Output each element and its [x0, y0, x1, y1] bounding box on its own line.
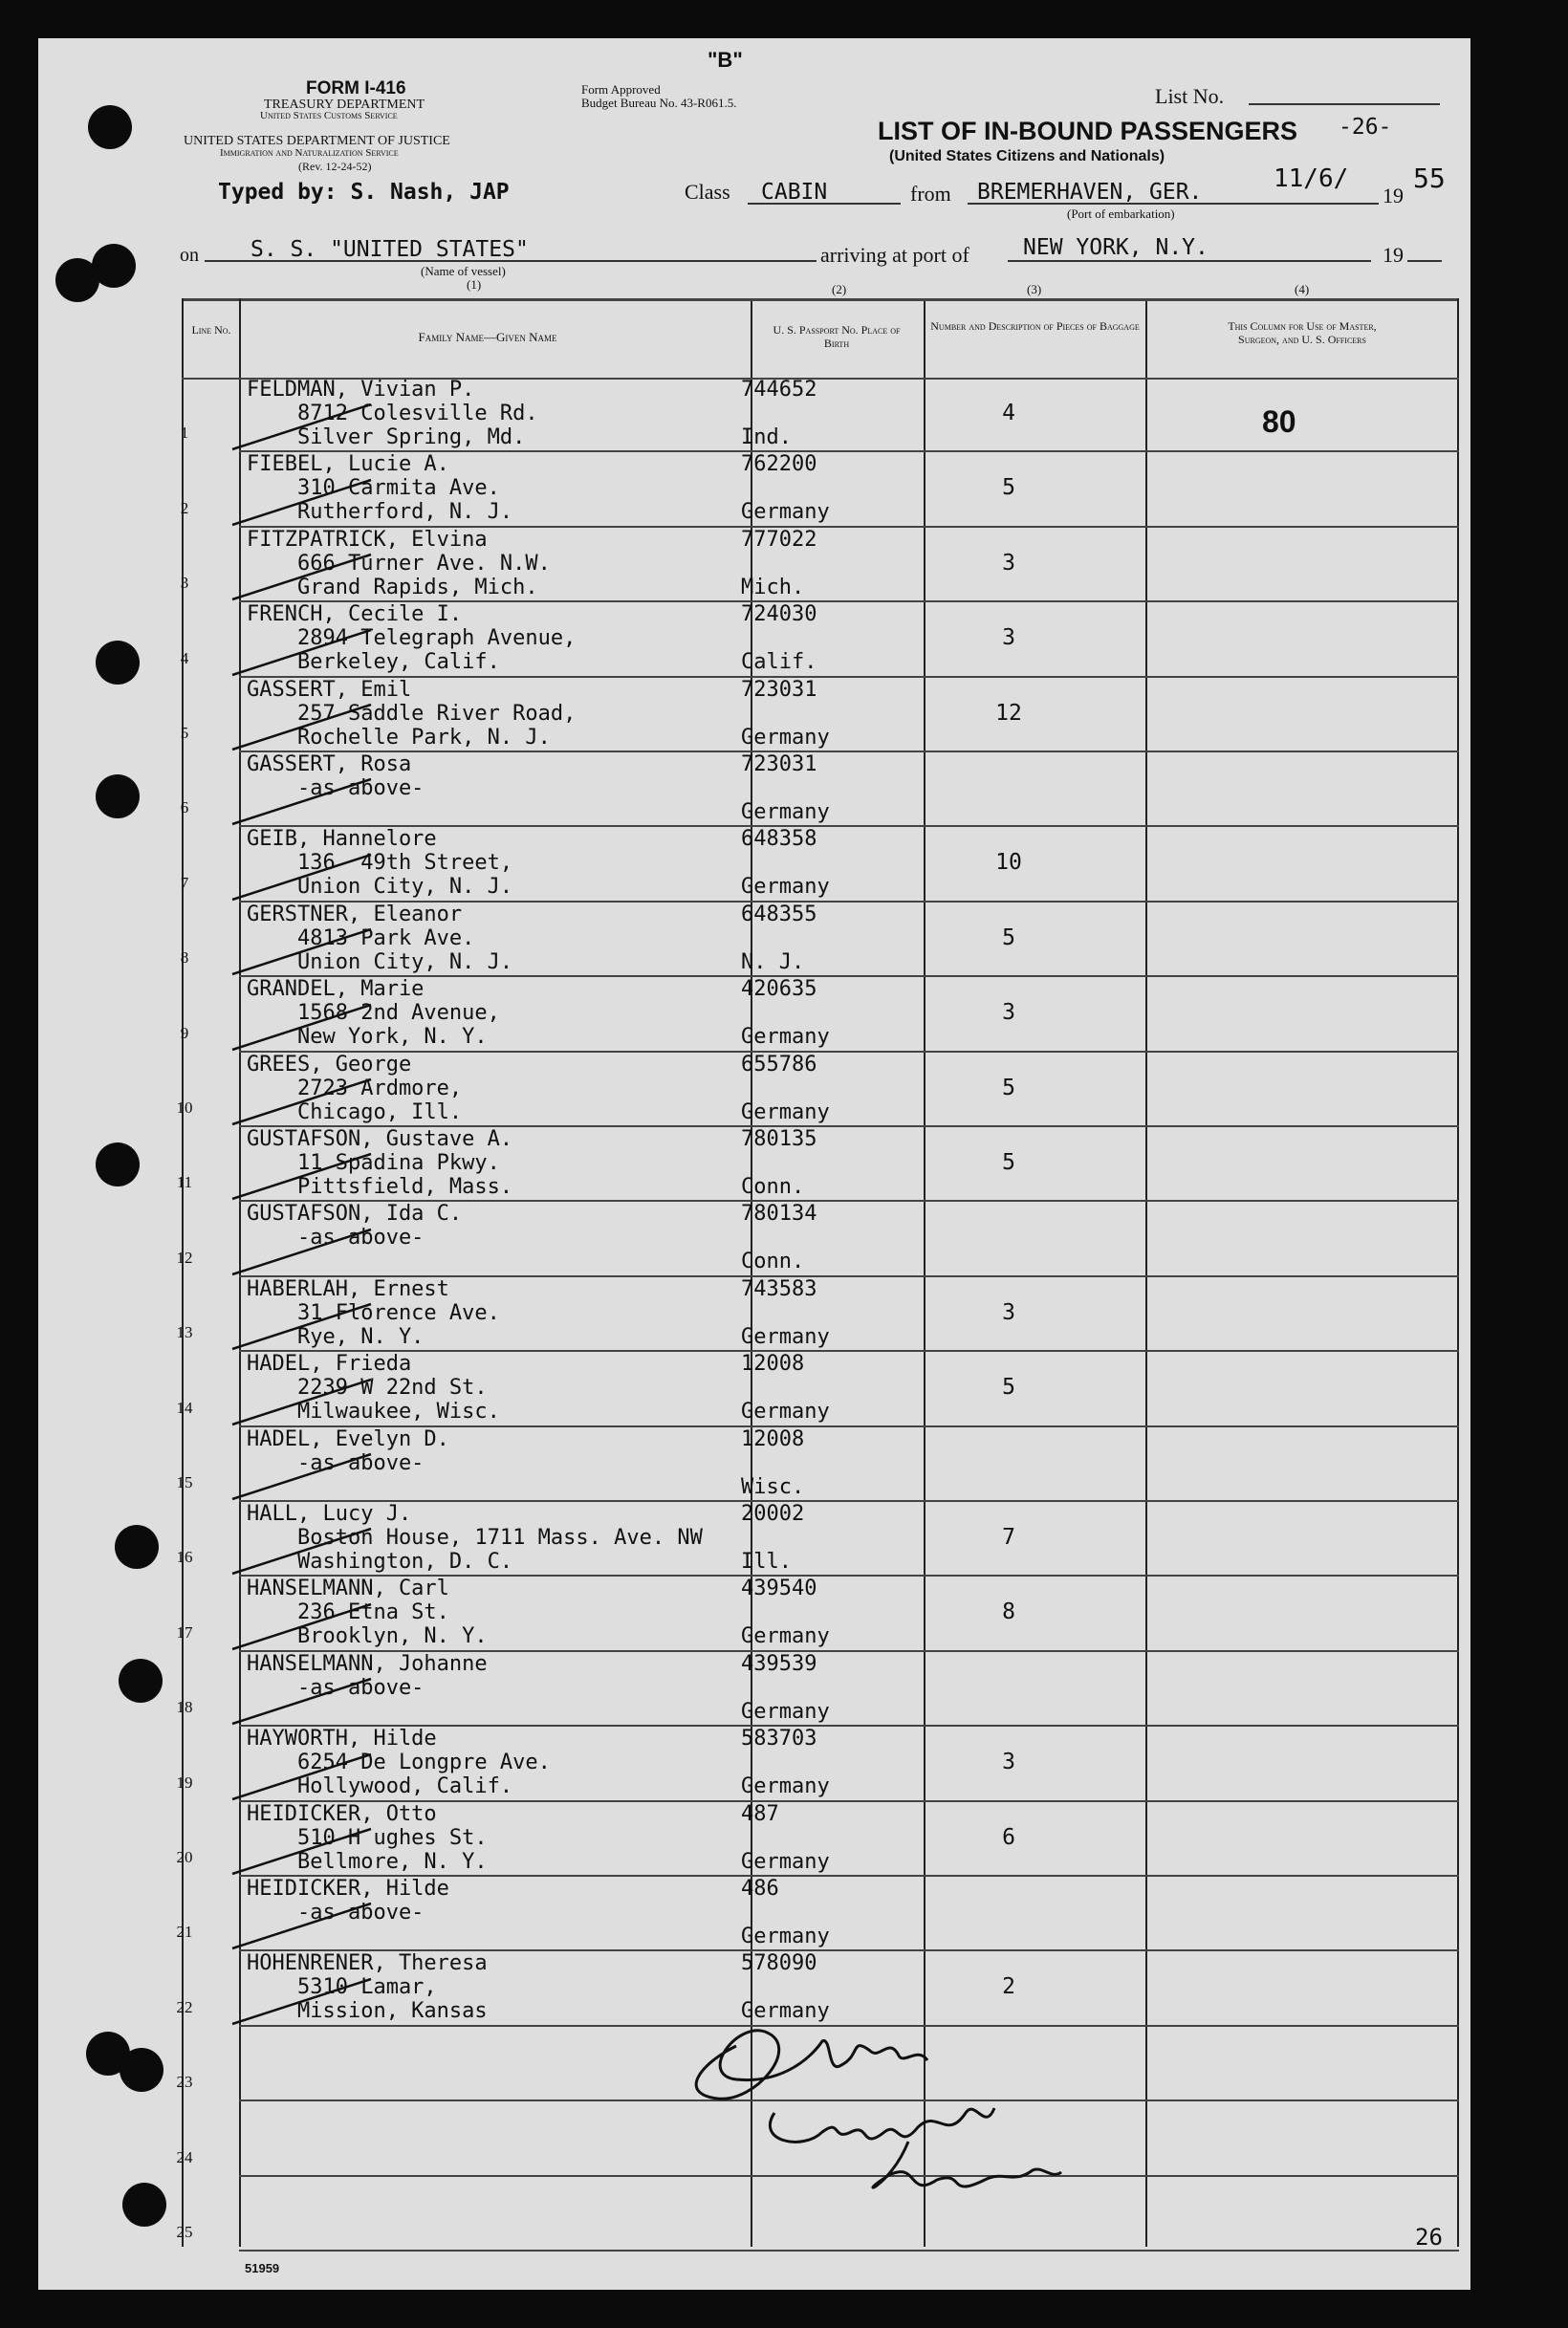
- row-line-number: 9: [180, 1023, 189, 1042]
- passport-birthplace: 724030 Calif.: [741, 602, 817, 675]
- check-mark: [228, 1971, 381, 2029]
- baggage-count: 3: [1002, 625, 1015, 651]
- passport-birthplace: 777022 Mich.: [741, 527, 817, 599]
- check-mark: [228, 472, 381, 530]
- passport-birthplace: 583703 Germany: [741, 1727, 830, 1799]
- from-value: BREMERHAVEN, GER.: [977, 180, 1203, 205]
- table-row: [0, 1727, 1432, 1801]
- baggage-count: 5: [1002, 1150, 1015, 1175]
- col3-label: (3): [1027, 282, 1042, 296]
- row-line-number: 8: [180, 948, 189, 968]
- vessel-name: S. S. "UNITED STATES": [250, 237, 529, 262]
- check-mark: [228, 1747, 381, 1804]
- passenger-name-address: GREES, George 2723 Ardmore, Chicago, Ill.: [247, 1052, 463, 1124]
- year-value: 55: [1413, 163, 1446, 194]
- header-line-no: Line No.: [191, 323, 231, 337]
- table-row: [0, 678, 1432, 752]
- row-line-number: 24: [176, 2147, 193, 2166]
- passport-birthplace: 578090 Germany: [741, 1951, 830, 2024]
- check-mark: [228, 1671, 381, 1729]
- row-line-number: 19: [176, 1773, 193, 1792]
- check-mark: [228, 1072, 381, 1129]
- table-row: [0, 528, 1432, 602]
- check-mark: [228, 847, 381, 904]
- passenger-name-address: HOHENRENER, Theresa 5310 Lamar, Mission, Kansas: [247, 1951, 488, 2024]
- approval-label: Form Approved: [581, 82, 661, 97]
- from-label: from: [910, 182, 951, 206]
- table-right-border: [1457, 298, 1459, 2247]
- passenger-name-address: GUSTAFSON, Gustave A. 11 Spadina Pkwy. Pittsfield, Mass.: [247, 1127, 513, 1199]
- form-code: 51959: [245, 2261, 280, 2275]
- table-row: [0, 1427, 1432, 1502]
- arriving-line: [1008, 260, 1371, 262]
- check-mark: [228, 1296, 381, 1354]
- row-line-number: 21: [176, 1923, 193, 1942]
- check-mark: [228, 1372, 381, 1429]
- passport-birthplace: 780134 Conn.: [741, 1202, 817, 1274]
- passport-birthplace: 439539 Germany: [741, 1651, 830, 1724]
- justice-label: UNITED STATES DEPARTMENT OF JUSTICE: [184, 134, 450, 148]
- row-line-number: 25: [176, 2222, 193, 2241]
- customs-label: United States Customs Service: [260, 110, 398, 121]
- typed-by: Typed by: S. Nash, JAP: [218, 180, 510, 205]
- row-line-number: 10: [176, 1098, 193, 1117]
- check-mark: [228, 922, 381, 979]
- header-officers: This Column for Use of Master, Surgeon, and U. S. Officers: [1228, 319, 1377, 346]
- page-number: -26-: [1339, 115, 1392, 140]
- table-row: [0, 1053, 1432, 1127]
- passenger-name-address: HADEL, Evelyn D. -as above-: [247, 1426, 449, 1475]
- table-row: [0, 752, 1432, 827]
- col2-label: (2): [832, 282, 847, 296]
- col4-label: (4): [1295, 282, 1310, 296]
- row-line-number: 23: [176, 2073, 193, 2092]
- passenger-name-address: HANSELMANN, Johanne -as above-: [247, 1651, 488, 1700]
- baggage-count: 5: [1002, 925, 1015, 950]
- check-mark: [228, 547, 381, 604]
- table-row: [0, 977, 1432, 1052]
- row-line-number: 6: [180, 798, 189, 817]
- row-line-number: 18: [176, 1698, 193, 1717]
- check-mark: [228, 1597, 381, 1654]
- row-line-number: 5: [180, 723, 189, 742]
- row-line-number: 2: [180, 498, 189, 517]
- table-row: [0, 1277, 1432, 1352]
- class-value: CABIN: [761, 180, 828, 205]
- year-prefix-1: 19: [1383, 184, 1404, 207]
- passenger-name-address: FRENCH, Cecile I. 2894 Telegraph Avenue, Berkeley, Calif.: [247, 602, 577, 675]
- check-mark: [228, 1521, 381, 1578]
- treasury-label: TREASURY DEPARTMENT: [264, 98, 425, 112]
- arriving-label: arriving at port of: [820, 243, 969, 267]
- check-mark: [228, 1821, 381, 1879]
- check-mark: [228, 1222, 381, 1279]
- row-line-number: 17: [176, 1622, 193, 1642]
- passport-birthplace: 487 Germany: [741, 1801, 830, 1874]
- baggage-count: 5: [1002, 1375, 1015, 1401]
- table-row: [0, 452, 1432, 527]
- table-row: [0, 1652, 1432, 1727]
- passport-birthplace: 486 Germany: [741, 1877, 830, 1948]
- table-row: [0, 1802, 1432, 1877]
- ins-label: Immigration and Naturalization Service: [220, 147, 399, 159]
- rev-label: (Rev. 12-24-52): [298, 160, 372, 173]
- row-line-number: 11: [176, 1173, 193, 1192]
- port-embark-caption: (Port of embarkation): [1067, 207, 1175, 221]
- check-mark: [228, 697, 381, 754]
- col1-label: (1): [467, 277, 482, 292]
- date-value: 11/6/: [1274, 164, 1349, 193]
- passport-birthplace: 762200 Germany: [741, 452, 830, 525]
- class-label: Class: [685, 180, 730, 204]
- punch-hole: [88, 105, 132, 149]
- baggage-count: 6: [1002, 1824, 1015, 1850]
- budget-label: Budget Bureau No. 43-R061.5.: [581, 96, 737, 110]
- table-row: [0, 827, 1432, 902]
- passenger-name-address: FIEBEL, Lucie A. 310 Carmita Ave. Rutherford, N. J.: [247, 452, 513, 525]
- baggage-count: 2: [1002, 1974, 1015, 2000]
- vessel-caption: (Name of vessel): [421, 264, 506, 278]
- header-name: Family Name—Given Name: [418, 330, 557, 344]
- passport-birthplace: 743583 Germany: [741, 1276, 830, 1349]
- punch-hole: [92, 244, 136, 288]
- baggage-count: 3: [1002, 1000, 1015, 1026]
- passenger-name-address: FITZPATRICK, Elvina 666 Turner Ave. N.W. Grand Rapids, Mich.: [247, 527, 551, 599]
- table-top-border: [182, 298, 1459, 301]
- passenger-name-address: GUSTAFSON, Ida C. -as above-: [247, 1202, 463, 1251]
- passenger-name-address: GASSERT, Rosa -as above-: [247, 752, 425, 800]
- table-row: [0, 1502, 1432, 1577]
- row-line-number: 14: [176, 1398, 193, 1417]
- row-line-number: 4: [180, 648, 189, 667]
- passenger-name-address: HEIDICKER, Hilde -as above-: [247, 1877, 449, 1925]
- passenger-name-address: GRANDEL, Marie 1568 2nd Avenue, New York, N. Y.: [247, 977, 500, 1050]
- form-subtitle: (United States Citizens and Nationals): [889, 148, 1165, 164]
- passenger-name-address: HALL, Lucy J. Boston House, 1711 Mass. Ave. NW Washington, D. C.: [247, 1502, 703, 1574]
- from-line: [968, 203, 1379, 205]
- row-line-number: 15: [176, 1472, 193, 1491]
- baggage-count: 5: [1002, 475, 1015, 501]
- passport-birthplace: 744652 Ind.: [741, 378, 817, 449]
- passport-birthplace: 780135 Conn.: [741, 1127, 817, 1199]
- row-line-number: 20: [176, 1847, 193, 1866]
- list-no-label: List No.: [1155, 84, 1225, 108]
- passport-birthplace: 648358 Germany: [741, 827, 830, 900]
- row-line-number: 16: [176, 1548, 193, 1567]
- year-prefix-2: 19: [1383, 243, 1404, 267]
- baggage-count: 3: [1002, 550, 1015, 576]
- table-row: [0, 1877, 1432, 1951]
- vessel-line: [205, 260, 817, 262]
- passenger-name-address: GERSTNER, Eleanor 4813 Park Ave. Union City, N. J.: [247, 902, 513, 974]
- row-line-number: 12: [176, 1248, 193, 1267]
- form-title: LIST OF IN-BOUND PASSENGERS: [878, 117, 1298, 145]
- row-line-number: 1: [180, 424, 189, 443]
- on-label: on: [180, 245, 199, 266]
- passport-birthplace: 723031 Germany: [741, 677, 830, 750]
- passenger-name-address: HADEL, Frieda 2239 W 22nd St. Milwaukee, Wisc.: [247, 1352, 500, 1425]
- list-no-line: [1249, 103, 1440, 105]
- passport-birthplace: 420635 Germany: [741, 977, 830, 1050]
- row-rule: [239, 2250, 1459, 2252]
- class-line: [748, 203, 901, 205]
- table-row: [0, 1202, 1432, 1276]
- copy-mark: "B": [708, 48, 743, 72]
- passport-birthplace: 12008 Wisc.: [741, 1426, 805, 1499]
- check-mark: [228, 772, 381, 829]
- table-row: [0, 1127, 1432, 1202]
- year-line-2: [1407, 260, 1442, 262]
- arriving-port: NEW YORK, N.Y.: [1023, 235, 1209, 260]
- table-row: [0, 378, 1432, 452]
- passport-birthplace: 20002 Ill.: [741, 1502, 805, 1574]
- header-baggage: Number and Description of Pieces of Baggage: [930, 319, 1140, 333]
- baggage-count: 12: [995, 700, 1022, 726]
- check-mark: [228, 1896, 381, 1953]
- passenger-name-address: HEIDICKER, Otto 510 H ughes St. Bellmore, N. Y.: [247, 1801, 488, 1874]
- passport-birthplace: 648355 N. J.: [741, 902, 817, 974]
- passenger-name-address: HAYWORTH, Hilde 6254 De Longpre Ave. Hollywood, Calif.: [247, 1727, 551, 1799]
- header-passport: U. S. Passport No. Place of Birth: [773, 323, 901, 350]
- corner-page-mark: 26: [1415, 2224, 1443, 2251]
- table-row: [0, 1577, 1432, 1651]
- baggage-count: 10: [995, 850, 1022, 876]
- check-mark: [228, 397, 381, 454]
- passenger-name-address: GEIB, Hannelore 136 49th Street, Union City, N. J.: [247, 827, 513, 900]
- passport-birthplace: 439540 Germany: [741, 1577, 830, 1649]
- passport-birthplace: 12008 Germany: [741, 1352, 830, 1425]
- check-mark: [228, 1447, 381, 1504]
- passenger-name-address: GASSERT, Emil 257 Saddle River Road, Rochelle Park, N. J.: [247, 677, 577, 750]
- check-mark: [228, 622, 381, 680]
- baggage-count: 5: [1002, 1075, 1015, 1100]
- baggage-count: 3: [1002, 1299, 1015, 1325]
- form-number: FORM I-416: [306, 78, 406, 98]
- officer-notation: 80: [1262, 404, 1296, 439]
- baggage-count: 7: [1002, 1525, 1015, 1550]
- officer-signature: [660, 2008, 1138, 2208]
- table-row: [0, 903, 1432, 977]
- passenger-name-address: FELDMAN, Vivian P. 8712 Colesville Rd. Silver Spring, Md.: [247, 378, 538, 449]
- baggage-count: 3: [1002, 1750, 1015, 1775]
- row-line-number: 7: [180, 873, 189, 892]
- passenger-name-address: HANSELMANN, Carl 236 Etna St. Brooklyn, N. Y.: [247, 1577, 488, 1649]
- baggage-count: 4: [1002, 401, 1015, 425]
- check-mark: [228, 1146, 381, 1204]
- baggage-count: 8: [1002, 1599, 1015, 1625]
- check-mark: [228, 997, 381, 1055]
- passenger-name-address: HABERLAH, Ernest 31 Florence Ave. Rye, N. Y.: [247, 1276, 500, 1349]
- passport-birthplace: 655786 Germany: [741, 1052, 830, 1124]
- row-line-number: 3: [180, 574, 189, 593]
- passport-birthplace: 723031 Germany: [741, 752, 830, 824]
- row-line-number: 13: [176, 1323, 193, 1342]
- table-row: [0, 602, 1432, 677]
- table-row: [0, 1352, 1432, 1426]
- row-line-number: 22: [176, 1997, 193, 2016]
